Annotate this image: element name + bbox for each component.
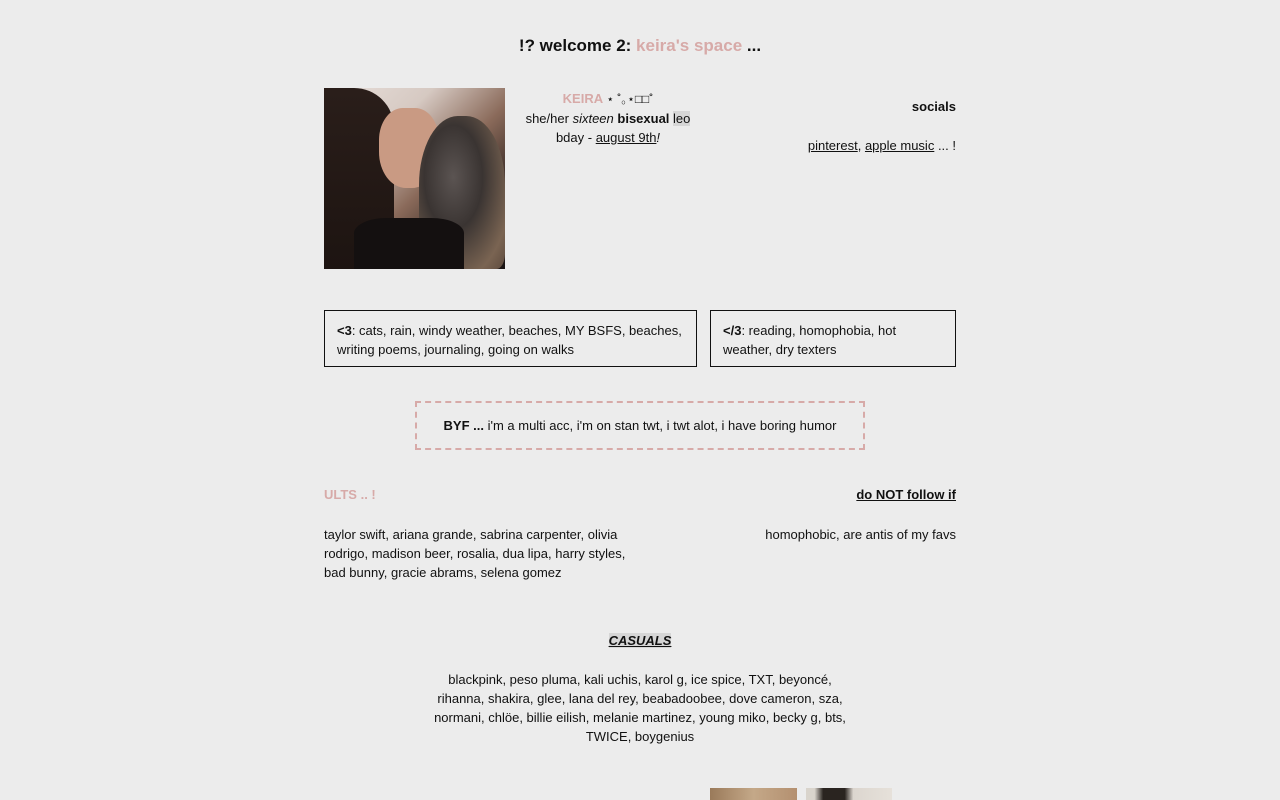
ults-heading: ULTS .. ! <box>324 487 376 502</box>
photo-top-shape <box>354 218 464 269</box>
socials-suffix: ... ! <box>934 138 956 153</box>
socials-section <box>808 97 956 155</box>
likes-text: : cats, rain, windy weather, beaches, MY BSFS, beaches, writing poems, journaling, going on walks <box>337 323 682 357</box>
title-prefix: !? welcome 2: <box>518 36 637 55</box>
profile-name-line <box>515 89 701 109</box>
bday-date: august 9th <box>595 130 657 145</box>
casuals-heading: CASUALS <box>608 633 672 648</box>
socials-links <box>808 136 956 155</box>
profile-bio-line <box>515 109 701 128</box>
pinterest-link[interactable]: pinterest <box>807 138 858 153</box>
gallery-image-2 <box>806 788 892 800</box>
byf-box <box>415 401 865 450</box>
sparkle-icon: ⋆ ˚｡⋆□□˚ <box>603 92 654 106</box>
dislikes-label: </3 <box>723 323 742 338</box>
profile-pronouns: she/her <box>525 111 573 126</box>
casuals-list: blackpink, peso pluma, kali uchis, karol g, ice spice, TXT, beyoncé, rihanna, shakira, glee, lana del rey, beabadoobee, dove cameron, sza, normani, chlöe, billie eilish, melanie martinez, young miko, becky g, bts, TWICE, boygenius <box>434 672 846 744</box>
socials-heading: socials <box>911 99 956 114</box>
gallery-image-1 <box>710 788 797 800</box>
likes-box <box>324 310 697 367</box>
profile-orientation: bisexual <box>617 111 670 126</box>
page-title <box>0 36 1280 56</box>
ults-list: taylor swift, ariana grande, sabrina carpenter, olivia rodrigo, madison beer, rosalia, dua lipa, harry styles, bad bunny, gracie abrams, selena gomez <box>324 527 626 580</box>
dislikes-box <box>710 310 956 367</box>
profile-name: KEIRA <box>562 91 604 106</box>
dnf-list: homophobic, are antis of my favs <box>765 527 956 542</box>
bday-suffix: ! <box>656 130 661 145</box>
title-suffix: ... <box>742 36 762 55</box>
byf-label: BYF ... <box>443 418 484 433</box>
profile-sign: leo <box>673 111 691 126</box>
dnf-heading: do NOT follow if <box>856 487 956 502</box>
profile-info <box>515 89 701 147</box>
profile-age: sixteen <box>572 111 614 126</box>
byf-text: i'm a multi acc, i'm on stan twt, i twt alot, i have boring humor <box>483 418 837 433</box>
likes-label: <3 <box>337 323 352 338</box>
profile-photo <box>324 88 505 269</box>
apple-music-link[interactable]: apple music <box>864 138 935 153</box>
profile-bday-line <box>515 128 701 147</box>
title-highlight: keira's space <box>636 36 743 55</box>
dislikes-text: : reading, homophobia, hot weather, dry texters <box>723 323 897 357</box>
bday-prefix: bday - <box>555 130 596 145</box>
socials-separator: , <box>857 138 865 153</box>
casuals-heading-row <box>0 633 1280 648</box>
